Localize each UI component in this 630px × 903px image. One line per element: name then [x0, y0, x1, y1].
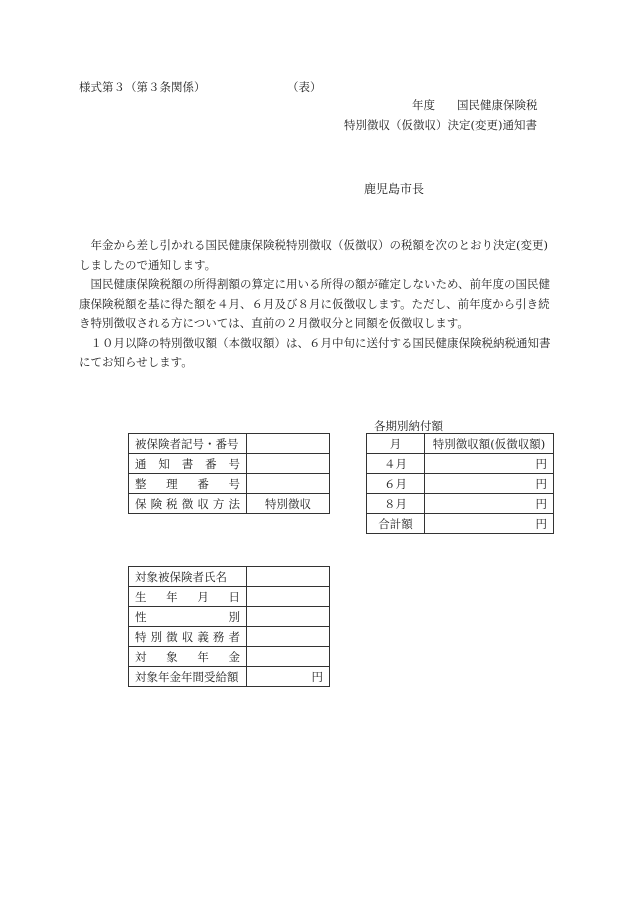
form-number: 様式第３（第３条関係）	[79, 80, 206, 94]
table-row	[367, 454, 554, 474]
spread-label: 特 別 徴 収 義 務 者	[135, 629, 240, 644]
table-row	[129, 474, 330, 494]
table-row	[367, 494, 554, 514]
month-cell: 合計額	[367, 514, 425, 534]
amount-cell: 円	[425, 514, 554, 534]
table-row	[129, 454, 330, 474]
label-cell: 対象年金年間受給額	[129, 667, 247, 687]
value-cell	[247, 607, 330, 627]
month-cell: ４月	[367, 454, 425, 474]
spread-label: 性 別	[135, 609, 240, 624]
amount-cell: 円	[425, 494, 554, 514]
label-cell: 対象被保険者氏名	[129, 567, 247, 587]
side-label: （表）	[287, 80, 322, 94]
installments-caption: 各期別納付額	[374, 419, 443, 433]
spread-label: 生 年 月 日	[135, 589, 240, 604]
label-cell	[129, 474, 247, 494]
label-cell	[129, 454, 247, 474]
header-month: 月	[367, 434, 425, 454]
target-insured-table	[128, 566, 330, 687]
amount-cell: 円	[247, 667, 330, 687]
label-cell	[129, 494, 247, 514]
table-row	[129, 587, 330, 607]
value-cell	[247, 434, 330, 454]
insured-info-table	[128, 433, 330, 514]
label-cell	[129, 627, 247, 647]
value-cell	[247, 567, 330, 587]
amount-cell: 円	[425, 474, 554, 494]
amount-cell: 円	[425, 454, 554, 474]
value-cell	[247, 474, 330, 494]
table-row	[129, 434, 330, 454]
table-row	[129, 627, 330, 647]
table-row	[129, 567, 330, 587]
label-cell	[129, 647, 247, 667]
label-cell: 被保険者記号・番号	[129, 434, 247, 454]
value-cell	[247, 627, 330, 647]
spread-label: 整 理 番 号	[135, 476, 240, 491]
tax-name: 国民健康保険税	[457, 98, 538, 112]
spread-label: 保 険 税 徴 収 方 法	[135, 496, 240, 511]
table-row	[129, 647, 330, 667]
month-cell: ６月	[367, 474, 425, 494]
label-cell	[129, 587, 247, 607]
paragraph: 年金から差し引かれる国民健康保険税特別徴収（仮徴収）の税額を次のとおり決定(変更)しましたので通知します。	[79, 238, 548, 272]
table-row	[129, 667, 330, 687]
label-cell	[129, 607, 247, 627]
month-cell: ８月	[367, 494, 425, 514]
installments-table	[366, 433, 554, 534]
value-cell	[247, 587, 330, 607]
table-row	[129, 607, 330, 627]
paragraph: 国民健康保険税額の所得割額の算定に用いる所得の額が確定しないため、前年度の国民健康保険税額を基に得た額を４月、６月及び８月に仮徴収します。ただし、前年度から引き続き特別徴収される方については、直前の２月徴収分と同額を仮徴収します。	[79, 277, 551, 330]
notice-title-line1	[412, 97, 538, 113]
issuer: 鹿児島市長	[364, 182, 425, 196]
value-cell	[247, 454, 330, 474]
value-cell	[247, 647, 330, 667]
header-amount: 特別徴収額(仮徴収額)	[425, 434, 554, 454]
spread-label: 通 知 書 番 号	[135, 456, 240, 471]
notice-title: 特別徴収（仮徴収）決定(変更)通知書	[344, 118, 537, 132]
value-cell: 特別徴収	[247, 494, 330, 514]
table-row	[367, 474, 554, 494]
table-row	[129, 494, 330, 514]
paragraph: １０月以降の特別徴収額（本徴収額）は、６月中旬に送付する国民健康保険税納税通知書にてお知らせします。	[79, 335, 551, 369]
notice-body	[79, 236, 559, 373]
table-row	[367, 514, 554, 534]
spread-label: 対 象 年 金	[135, 649, 240, 664]
year-label: 年度	[412, 98, 435, 112]
table-header-row	[367, 434, 554, 454]
